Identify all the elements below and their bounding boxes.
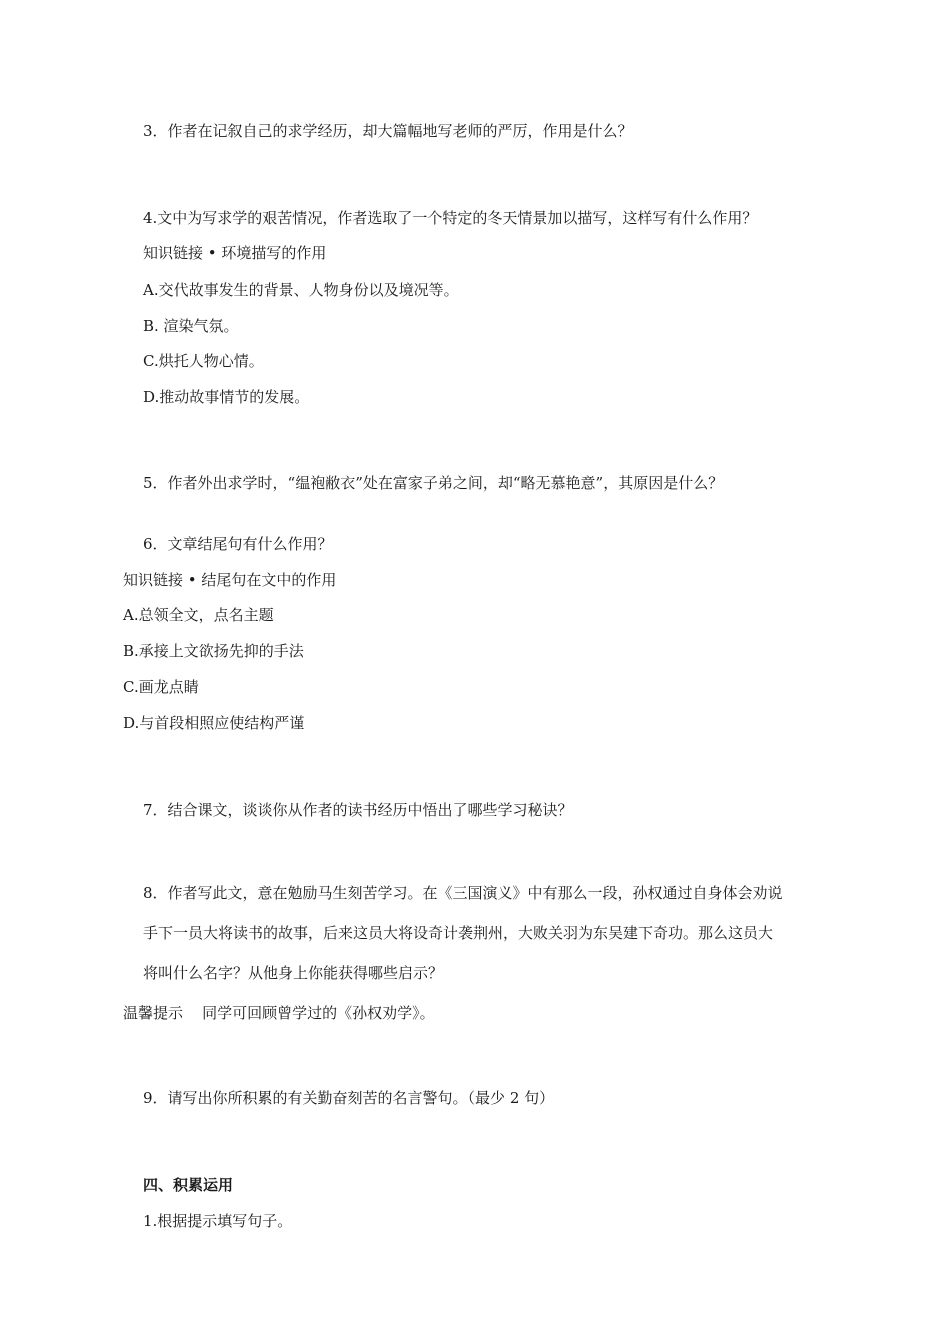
section-4-heading: 四、积累运用	[143, 1176, 234, 1194]
question-4: 4.文中为写求学的艰苦情况，作者选取了一个特定的冬天情景加以描写，这样写有什么作用？	[143, 209, 758, 227]
question-8-line-3: 将叫什么名字？从他身上你能获得哪些启示？	[143, 964, 444, 982]
question-8-line-2: 手下一员大将读书的故事，后来这员大将设奇计袭荆州，大败关羽为东吴建下奇功。那么这员大	[143, 924, 774, 942]
q6-option-b: B.承接上文欲扬先抑的手法	[123, 642, 304, 660]
knowledge-link-6: 知识链接 • 结尾句在文中的作用	[123, 571, 337, 589]
question-6: 6．文章结尾句有什么作用？	[143, 535, 333, 553]
question-5: 5．作者外出求学时，“缊袍敝衣”处在富家子弟之间，却“略无慕艳意”，其原因是什么？	[143, 474, 724, 492]
question-7: 7．结合课文，谈谈你从作者的读书经历中悟出了哪些学习秘诀？	[143, 801, 573, 819]
question-9: 9．请写出你所积累的有关勤奋刻苦的名言警句。（最少 2 句）	[143, 1089, 555, 1107]
q4-option-b: B. 渲染气氛。	[143, 317, 239, 335]
q6-option-d: D.与首段相照应使结构严谨	[123, 714, 305, 732]
question-8-line-1: 8．作者写此文，意在勉励马生刻苦学习。在《三国演义》中有那么一段，孙权通过自身体会劝说	[143, 884, 783, 902]
section-4-item-1: 1.根据提示填写句子。	[143, 1212, 293, 1230]
question-3: 3．作者在记叙自己的求学经历，却大篇幅地写老师的严厉，作用是什么？	[143, 122, 633, 140]
q6-option-c: C.画龙点睛	[123, 678, 199, 696]
knowledge-link-4: 知识链接 • 环境描写的作用	[143, 244, 327, 262]
tip-8: 温馨提示 同学可回顾曾学过的《孙权劝学》。	[123, 1004, 435, 1022]
q4-option-a: A.交代故事发生的背景、人物身份以及境况等。	[143, 281, 459, 299]
q4-option-d: D.推动故事情节的发展。	[143, 388, 310, 406]
q4-option-c: C.烘托人物心情。	[143, 352, 264, 370]
q6-option-a: A.总领全文，点名主题	[123, 606, 274, 624]
